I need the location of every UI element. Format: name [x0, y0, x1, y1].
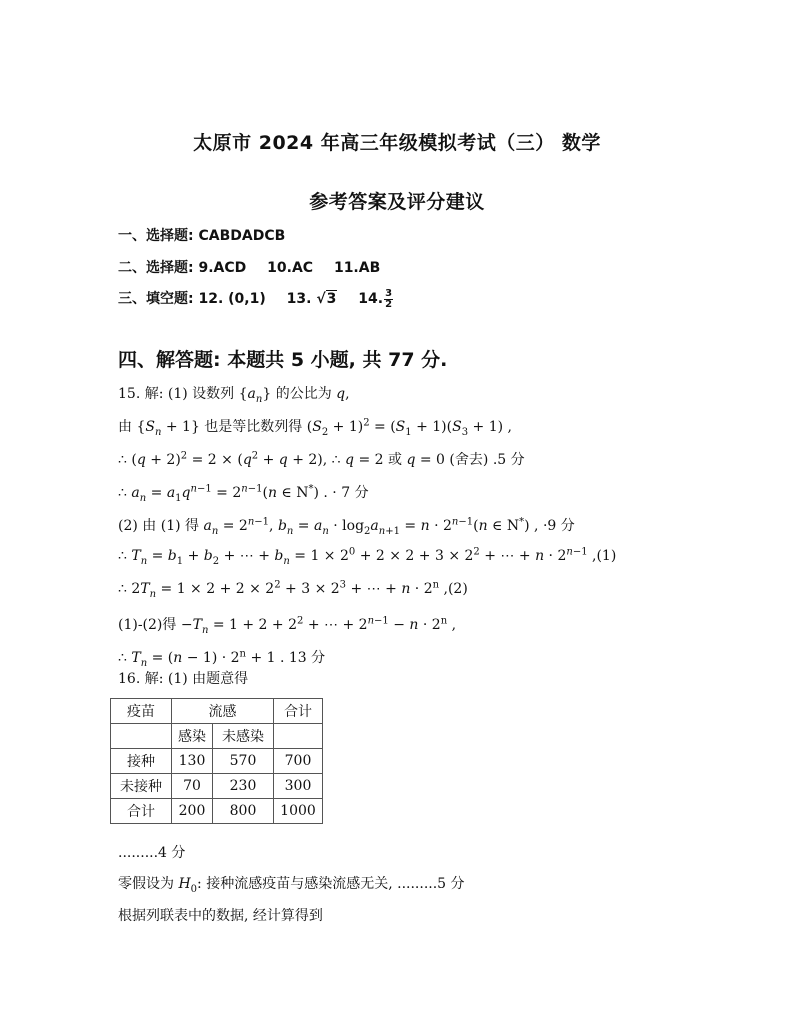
answer-13-radicand: 3	[326, 291, 337, 307]
part4-heading: 四、解答题: 本题共 5 小题, 共 77 分.	[118, 349, 448, 371]
table-cell	[274, 724, 323, 749]
subtract-head: (1)-(2)得	[118, 617, 177, 633]
q15-line-9: ∴ $T_n = (n - 1) \cdot 2^n + 1$ . 13 分	[118, 648, 326, 669]
table-cell: 70	[172, 774, 213, 799]
table-cell: 300	[274, 774, 323, 799]
answer-12: 12. (0,1)	[198, 291, 266, 307]
table-cell: 合计	[111, 799, 172, 824]
step-2-head: (2) 由 (1) 得	[118, 518, 200, 534]
q15-comma: ,	[345, 386, 350, 402]
hypothesis-text: : 接种流感疫苗与感染流感无关, .........5 分	[197, 876, 465, 892]
q15-line-5: (2) 由 (1) 得 $a_n = 2^{n-1}$, $b_n = a_n \cdot \log_2a_{n+1} = n \cdot 2^{n-1}(n$ ∈ N*) , ·9 分	[118, 516, 575, 537]
score-9: , ·9 分	[534, 518, 575, 534]
part3-answers	[118, 288, 393, 310]
discard-note: (舍去)	[449, 452, 489, 468]
table-cell: 1000	[274, 799, 323, 824]
table-header-cell: 合计	[274, 699, 323, 724]
q15-given-mid: } 也是等比数列得	[190, 419, 303, 435]
table-cell: 800	[213, 799, 274, 824]
q15-line-8: (1)-(2)得 $-T_n = 1 + 2 + 2^2$ + ⋯ + $2^{n-1} - n \cdot 2^n$ ,	[118, 615, 457, 636]
q15-given: 由 {	[118, 419, 146, 435]
score-5: .5 分	[492, 452, 525, 468]
part1-answer-string: CABDADCB	[198, 228, 286, 244]
table-header-row	[111, 699, 323, 724]
q15-line-1: 15. 解: (1) 设数列 $\{a_n\}$ 的公比为 q,	[118, 386, 350, 405]
part1-answers	[118, 225, 285, 245]
score-7: . · 7 分	[323, 485, 369, 501]
q15-line-2: 由 $\{S_n + 1\}$ 也是等比数列得 $(S_2 + 1)^2 = (S_1 + 1)(S_3 + 1)$ ,	[118, 417, 512, 438]
part2-label: 二、选择题:	[118, 260, 194, 276]
hypothesis-prefix: 零假设为	[118, 876, 174, 892]
sqrt-symbol: √	[316, 291, 326, 307]
answer-14-fraction	[384, 289, 393, 310]
table-cell	[111, 724, 172, 749]
table-cell: 200	[172, 799, 213, 824]
eq-2-label: ,(2)	[443, 581, 468, 597]
q16-score-4: .........4 分	[118, 845, 186, 861]
q15-line-4: ∴ $a_n = a_1q^{n-1} = 2^{n-1}(n$ ∈ N*) . · 7 分	[118, 483, 369, 504]
part1-label: 一、选择题:	[118, 228, 194, 244]
part2-answers	[118, 257, 380, 277]
table-cell: 130	[172, 749, 213, 774]
answer-9: 9.ACD	[198, 260, 247, 276]
table-cell: 未接种	[111, 774, 172, 799]
table-header-cell: 流感	[172, 699, 274, 724]
contingency-table	[110, 698, 323, 824]
score-13: . 13 分	[280, 650, 326, 666]
table-cell: 感染	[172, 724, 213, 749]
table-cell: 未感染	[213, 724, 274, 749]
fraction-numerator: 3	[385, 287, 393, 299]
table-header-cell: 疫苗	[111, 699, 172, 724]
answer-11: 11.AB	[333, 260, 381, 276]
q16-last-line: 根据列联表中的数据, 经计算得到	[118, 908, 323, 924]
document-title: 太原市 2024 年高三年级模拟考试（三） 数学	[193, 132, 601, 154]
table-row	[111, 749, 323, 774]
eq-1-label: ,(1)	[592, 548, 617, 564]
document-subtitle: 参考答案及评分建议	[309, 191, 485, 213]
or-word: 或	[388, 452, 402, 468]
table-cell: 接种	[111, 749, 172, 774]
q16-head: 16. 解: (1) 由题意得	[118, 671, 249, 687]
q16-hypothesis: 零假设为 $H_0$: 接种流感疫苗与感染流感无关, .........5 分	[118, 876, 465, 895]
answer-14-prefix: 14.	[358, 291, 384, 307]
part3-label: 三、填空题:	[118, 291, 194, 307]
table-subheader-row	[111, 724, 323, 749]
q15-ratio-text: } 的公比为	[262, 386, 332, 402]
table-cell: 570	[213, 749, 274, 774]
table-row	[111, 774, 323, 799]
q15-line-3: ∴ $(q + 2)^2 = 2 \times (q^2 + q + 2)$, ∴ q = 2 或 q = 0 (舍去) .5 分	[118, 450, 525, 468]
answer-13-prefix: 13.	[286, 291, 312, 307]
q15-intro: 15. 解: (1) 设数列 {	[118, 386, 248, 402]
table-cell: 700	[274, 749, 323, 774]
table-cell: 230	[213, 774, 274, 799]
answer-10: 10.AC	[267, 260, 314, 276]
table-row	[111, 799, 323, 824]
q15-line-6: ∴ $T_n = b_1 + b_2$ + ⋯ + $b_n = 1 \times 2^0 + 2 \times 2 + 3 \times 2^2$ + ⋯ + $n \cdot 2^{n-1}$ ,(1)	[118, 546, 617, 567]
q15-line-7: ∴ $2T_n = 1 \times 2 + 2 \times 2^2 + 3 \times 2^3$ + ⋯ + $n \cdot 2^n$ ,(2)	[118, 579, 468, 600]
fraction-denominator: 2	[385, 298, 393, 310]
